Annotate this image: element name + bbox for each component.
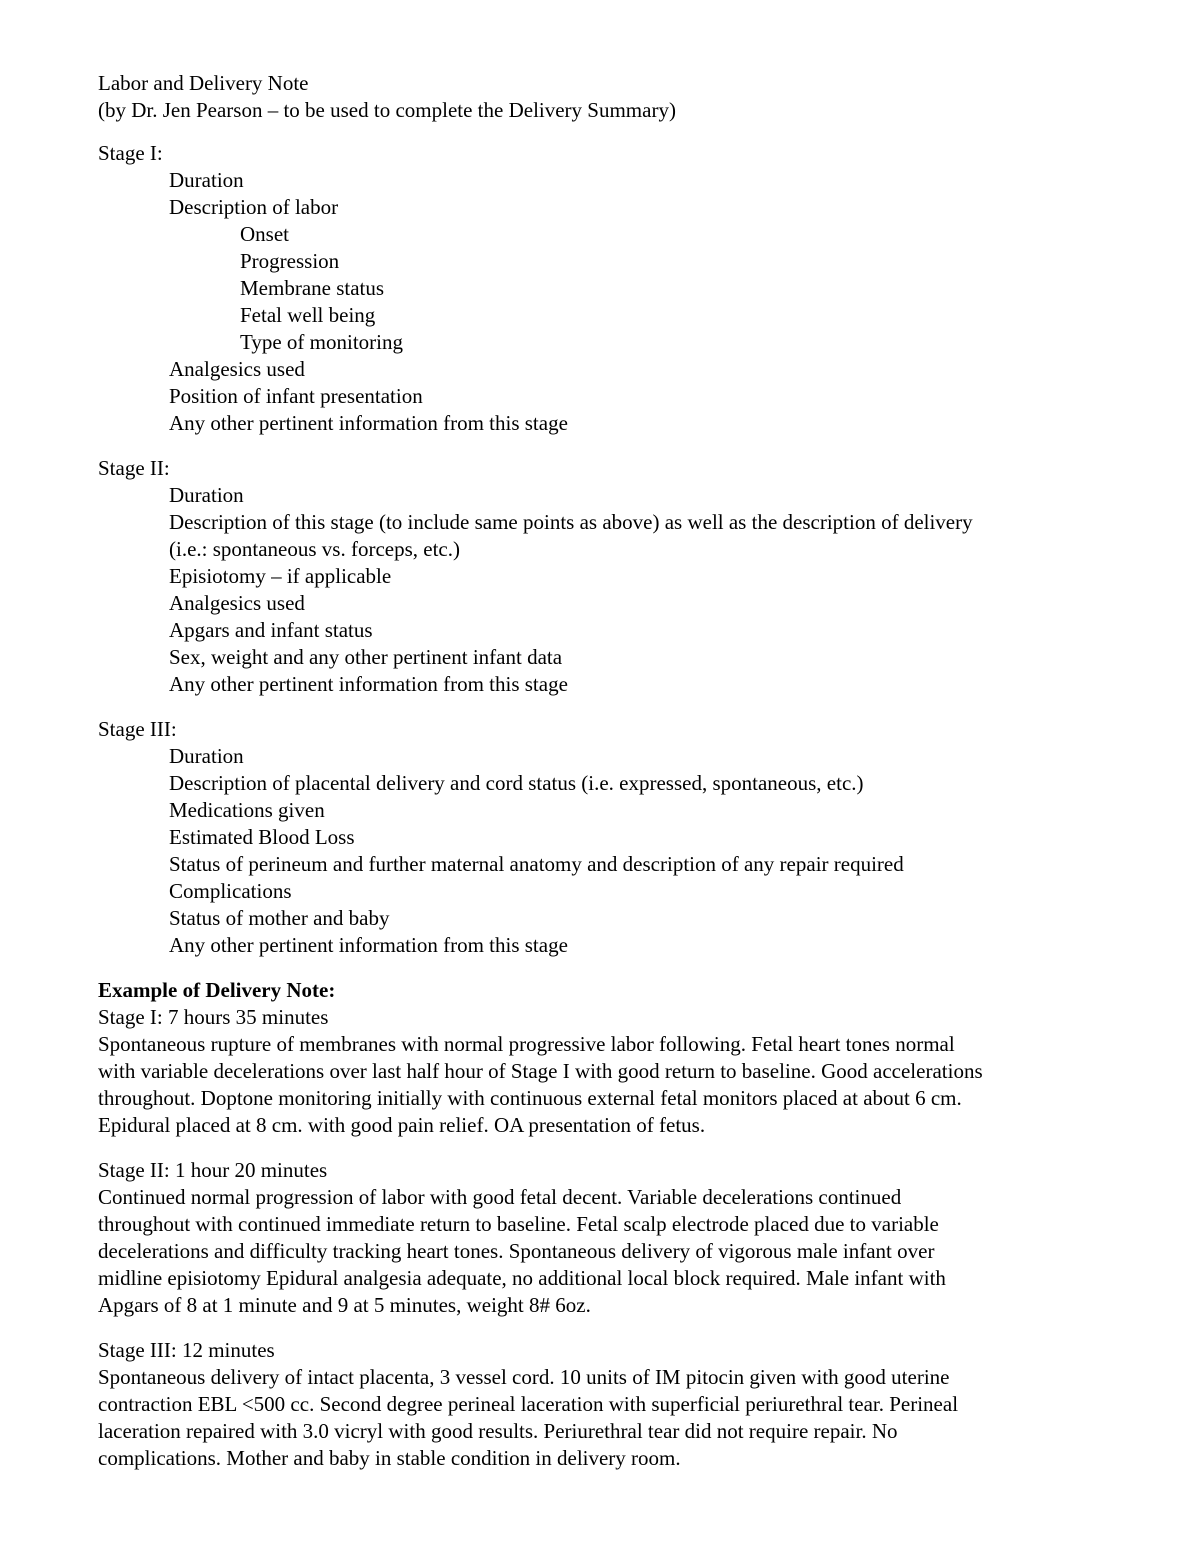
stage1-subitem: Type of monitoring <box>240 330 404 354</box>
stage1-subitem: Membrane status <box>240 276 385 300</box>
stage2-item: Sex, weight and any other pertinent infant data <box>169 645 563 669</box>
stage1-item: Description of labor <box>169 195 339 219</box>
stage3-item: Any other pertinent information from this stage <box>169 933 568 957</box>
stage1-heading: Stage I: <box>98 141 163 165</box>
stage3-item: Status of perineum and further maternal anatomy and description of any repair required <box>169 852 904 876</box>
stage2-item: Episiotomy – if applicable <box>169 564 392 588</box>
example-stage2-text: throughout with continued immediate return to baseline. Fetal scalp electrode placed due to variable <box>98 1212 939 1236</box>
example-stage2-text: Apgars of 8 at 1 minute and 9 at 5 minutes, weight 8# 6oz. <box>98 1293 591 1317</box>
example-stage3-text: Spontaneous delivery of intact placenta, 3 vessel cord. 10 units of IM pitocin given with good uterine <box>98 1365 950 1389</box>
example-stage2-title: Stage II: 1 hour 20 minutes <box>98 1158 328 1182</box>
stage1-item: Analgesics used <box>169 357 305 381</box>
example-stage1-text: throughout. Doptone monitoring initially with continuous external fetal monitors placed at about 6 cm. <box>98 1086 962 1110</box>
example-stage2-text: midline episiotomy Epidural analgesia adequate, no additional local block required. Male infant with <box>98 1266 946 1290</box>
document-subtitle: (by Dr. Jen Pearson – to be used to complete the Delivery Summary) <box>98 98 676 122</box>
example-stage2-text: decelerations and difficulty tracking heart tones. Spontaneous delivery of vigorous male infant over <box>98 1239 935 1263</box>
example-stage1-text: Spontaneous rupture of membranes with normal progressive labor following. Fetal heart tones normal <box>98 1032 955 1056</box>
stage3-item: Medications given <box>169 798 325 822</box>
example-stage3-title: Stage III: 12 minutes <box>98 1338 275 1362</box>
stage2-item: (i.e.: spontaneous vs. forceps, etc.) <box>169 537 460 561</box>
stage2-item: Duration <box>169 483 244 507</box>
example-stage1-title: Stage I: 7 hours 35 minutes <box>98 1005 329 1029</box>
stage2-item: Any other pertinent information from this stage <box>169 672 568 696</box>
stage1-subitem: Fetal well being <box>240 303 376 327</box>
example-heading: Example of Delivery Note: <box>98 978 336 1002</box>
example-stage3-text: complications. Mother and baby in stable condition in delivery room. <box>98 1446 681 1470</box>
stage1-item: Duration <box>169 168 244 192</box>
stage2-heading: Stage II: <box>98 456 170 480</box>
document-title: Labor and Delivery Note <box>98 71 309 95</box>
stage2-item: Analgesics used <box>169 591 305 615</box>
document-page <box>98 70 1108 1472</box>
stage3-item: Estimated Blood Loss <box>169 825 355 849</box>
example-stage1-text: Epidural placed at 8 cm. with good pain relief. OA presentation of fetus. <box>98 1113 706 1137</box>
stage2-item: Description of this stage (to include same points as above) as well as the description of delivery <box>169 510 973 534</box>
example-stage1-text: with variable decelerations over last half hour of Stage I with good return to baseline. Good accelerations <box>98 1059 983 1083</box>
stage1-item: Position of infant presentation <box>169 384 423 408</box>
stage3-item: Description of placental delivery and cord status (i.e. expressed, spontaneous, etc.) <box>169 771 864 795</box>
example-stage2-text: Continued normal progression of labor with good fetal decent. Variable decelerations continued <box>98 1185 902 1209</box>
stage2-item: Apgars and infant status <box>169 618 373 642</box>
stage3-item: Duration <box>169 744 244 768</box>
stage3-heading: Stage III: <box>98 717 177 741</box>
stage3-item: Status of mother and baby <box>169 906 390 930</box>
example-stage3-text: laceration repaired with 3.0 vicryl with good results. Periurethral tear did not require repair. No <box>98 1419 898 1443</box>
stage1-subitem: Onset <box>240 222 289 246</box>
stage1-item: Any other pertinent information from this stage <box>169 411 568 435</box>
stage1-subitem: Progression <box>240 249 340 273</box>
stage3-item: Complications <box>169 879 292 903</box>
example-stage3-text: contraction EBL <500 cc. Second degree perineal laceration with superficial periurethral tear. Perineal <box>98 1392 959 1416</box>
